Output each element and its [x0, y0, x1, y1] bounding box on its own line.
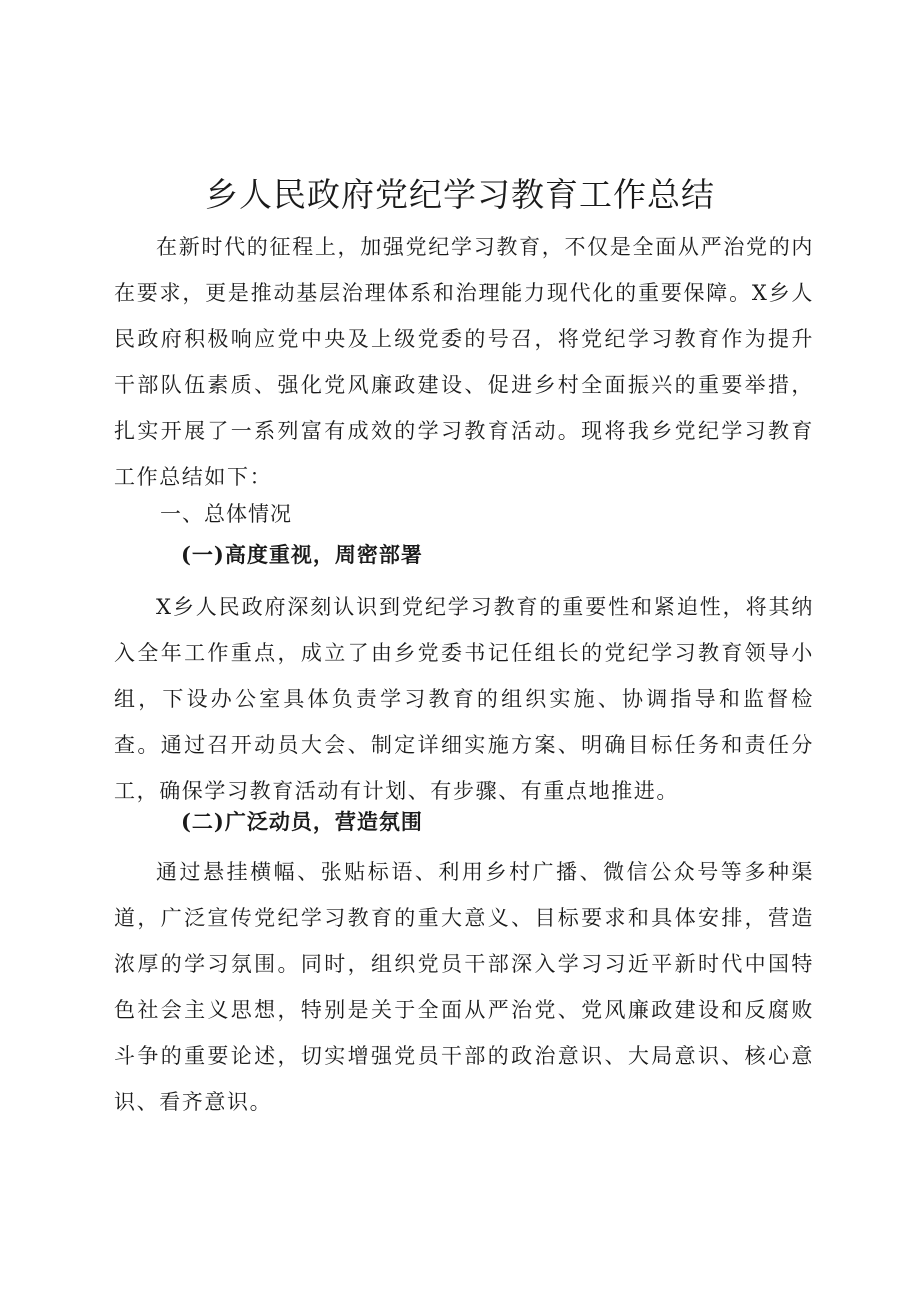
subsection-body-deployment: X乡人民政府深刻认识到党纪学习教育的重要性和紧迫性，将其纳入全年工作重点，成立了由乡党委书记任组长的党纪学习教育领导小组，下设办公室具体负责学习教育的组织实施、协调指导和监督检查。通过召开动员大会、制定详细实施方案、明确目标任务和责任分工，确保学习教育活动有计划、有步骤、有重点地推进。: [114, 595, 814, 803]
intro-paragraph: 在新时代的征程上，加强党纪学习教育，不仅是全面从严治党的内在要求，更是推动基层治理体系和治理能力现代化的重要保障。X乡人民政府积极响应党中央及上级党委的号召，将党纪学习教育作为提升干部队伍素质、强化党风廉政建设、促进乡村全面振兴的重要举措，扎实开展了一系列富有成效的学习教育活动。现将我乡党纪学习教育工作总结如下：: [114, 235, 814, 489]
subsection-body-mobilization: 通过悬挂横幅、张贴标语、利用乡村广播、微信公众号等多种渠道，广泛宣传党纪学习教育的重大意义、目标要求和具体安排，营造浓厚的学习氛围。同时，组织党员干部深入学习习近平新时代中国特色社会主义思想，特别是关于全面从严治党、党风廉政建设和反腐败斗争的重要论述，切实增强党员干部的政治意识、大局意识、核心意识、看齐意识。: [114, 860, 814, 1114]
subsection-heading-mobilization: (二)广泛动员，营造氛围: [181, 809, 423, 834]
section-heading-overview: 一、总体情况: [160, 502, 292, 526]
document-title: 乡人民政府党纪学习教育工作总结: [205, 175, 715, 214]
subsection-heading-deployment: (一)高度重视，周密部署: [181, 542, 423, 567]
